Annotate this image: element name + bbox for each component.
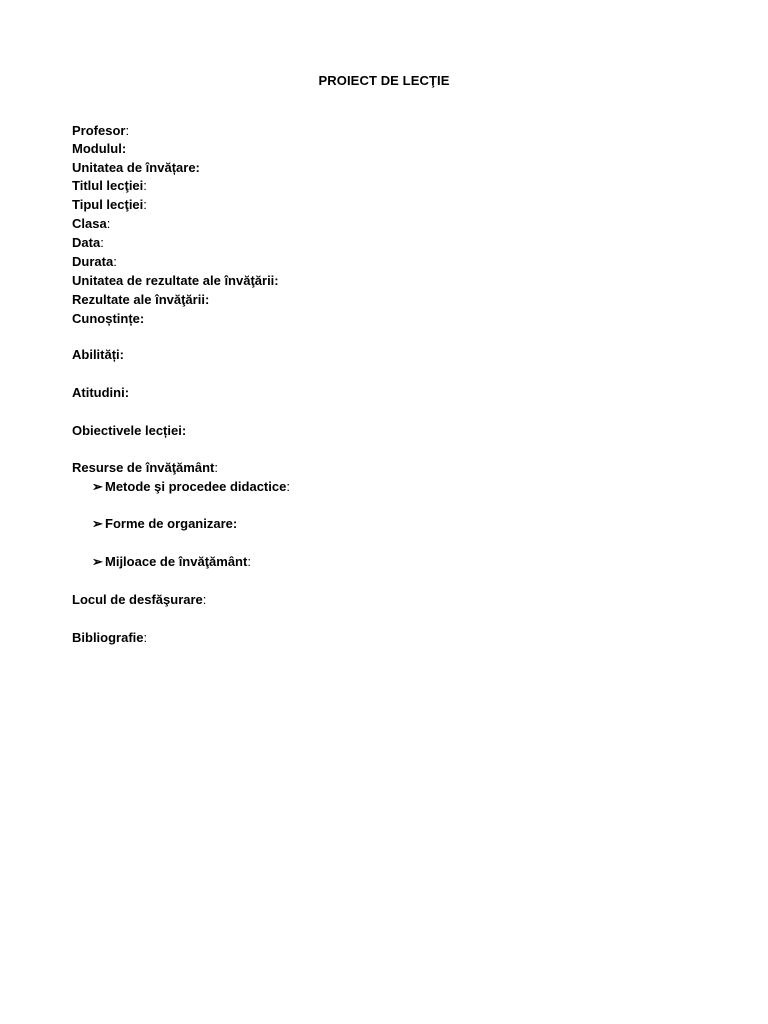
field-colon: : xyxy=(214,460,218,475)
arrow-bullet-icon: ➢ xyxy=(92,554,103,569)
field-label: Clasa xyxy=(72,216,107,231)
field-titlul-lectiei xyxy=(72,178,147,194)
field-unitatea-de-rezultate xyxy=(72,273,279,289)
field-label: Profesor xyxy=(72,123,126,138)
resource-label: Mijloace de învăţământ xyxy=(105,554,248,569)
field-rezultate-ale-invatarii xyxy=(72,292,209,308)
field-label: Durata xyxy=(72,254,114,269)
field-label: Rezultate ale învăţării: xyxy=(72,292,210,307)
field-label: Tipul lecţiei xyxy=(72,197,144,212)
field-colon: : xyxy=(106,216,111,231)
field-colon: : xyxy=(143,630,148,645)
field-label: Unitatea de rezultate ale învăţării: xyxy=(72,273,279,288)
field-colon: : xyxy=(100,235,104,250)
resource-colon: : xyxy=(247,554,251,569)
field-abilitati xyxy=(72,347,124,363)
arrow-bullet-icon: ➢ xyxy=(92,479,103,494)
document-title: PROIECT DE LECŢIE xyxy=(318,73,450,88)
field-colon: : xyxy=(113,254,117,269)
field-label: Locul de desfăşurare xyxy=(72,592,203,607)
field-clasa xyxy=(72,216,110,232)
arrow-bullet-icon: ➢ xyxy=(92,516,103,531)
field-label: Atitudini: xyxy=(72,385,130,400)
field-obiectivele-lectiei xyxy=(72,423,186,439)
field-profesor xyxy=(72,123,129,139)
field-colon: : xyxy=(125,123,130,138)
field-colon: : xyxy=(202,592,207,607)
field-modulul xyxy=(72,141,126,157)
field-atitudini xyxy=(72,385,129,401)
field-durata xyxy=(72,254,117,270)
resource-label: Metode şi procedee didactice xyxy=(105,479,287,494)
field-locul-de-desfasurare xyxy=(72,592,206,608)
field-label: Abilități: xyxy=(72,347,124,362)
field-label: Titlul lecţiei xyxy=(72,178,144,193)
field-tipul-lectiei xyxy=(72,197,147,213)
field-resurse-de-invatamant xyxy=(72,460,218,476)
field-label: Modulul: xyxy=(72,141,127,156)
field-colon: : xyxy=(143,178,147,193)
field-label: Unitatea de învățare: xyxy=(72,160,200,175)
field-data xyxy=(72,235,104,251)
field-label: Bibliografie xyxy=(72,630,144,645)
resource-forme xyxy=(92,516,237,532)
field-unitatea-de-invatare xyxy=(72,160,200,176)
field-label: Obiectivele lecției: xyxy=(72,423,187,438)
field-colon: : xyxy=(143,197,147,212)
resource-label: Forme de organizare: xyxy=(105,516,238,531)
field-label: Resurse de învăţământ xyxy=(72,460,215,475)
field-bibliografie xyxy=(72,630,147,646)
resource-colon: : xyxy=(286,479,290,494)
field-cunostinte xyxy=(72,311,144,327)
resource-mijloace xyxy=(92,554,251,570)
field-label: Data xyxy=(72,235,101,250)
resource-metode xyxy=(92,479,290,495)
field-label: Cunoștințe: xyxy=(72,311,145,326)
